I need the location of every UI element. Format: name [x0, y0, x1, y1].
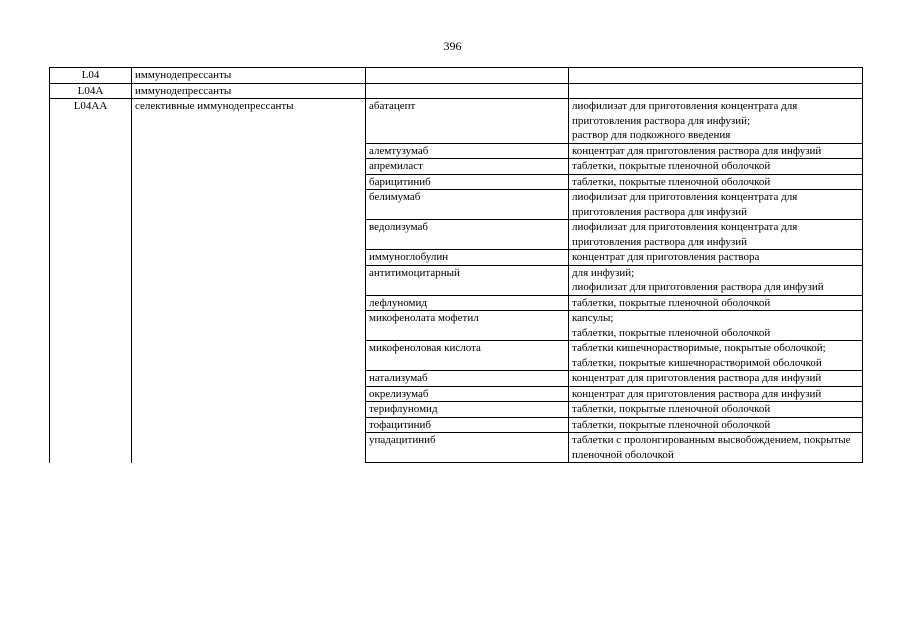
dosage-form-text: концентрат для приготовления раствора	[572, 251, 760, 263]
drug-name-cell: антитимоцитарный	[366, 265, 569, 295]
group-name-cell: селективные иммунодепрессанты	[132, 99, 366, 463]
dosage-form-text: таблетки, покрытые пленочной оболочкой	[572, 403, 771, 415]
drug-table	[49, 67, 863, 463]
drug-name-cell: тофацитиниб	[366, 417, 569, 433]
drug-name-cell: ведолизумаб	[366, 220, 569, 250]
drug-name-cell: упадацитиниб	[366, 433, 569, 463]
dosage-form-cell	[569, 265, 863, 295]
drug-name-cell: лефлуномид	[366, 295, 569, 311]
table-row	[50, 83, 863, 99]
drug-name-cell: белимумаб	[366, 190, 569, 220]
dosage-form-cell	[569, 341, 863, 371]
drug-name-cell: натализумаб	[366, 371, 569, 387]
drug-name-cell: иммуноглобулин	[366, 250, 569, 266]
dosage-form-text: концентрат для приготовления раствора для инфузий	[572, 372, 822, 384]
drug-name-cell: абатацепт	[366, 99, 569, 144]
dosage-form-text: лиофилизат для приготовления концентрата для приготовления раствора для инфузий	[572, 221, 798, 248]
dosage-form-cell	[569, 386, 863, 402]
atc-code-cell: L04A	[50, 83, 132, 99]
drug-name-cell	[366, 83, 569, 99]
dosage-form-cell	[569, 99, 863, 144]
dosage-form-text: раствор для подкожного введения	[572, 129, 731, 141]
dosage-form-text: лиофилизат для приготовления концентрата для приготовления раствора для инфузий;	[572, 100, 798, 127]
dosage-form-text: таблетки, покрытые пленочной оболочкой	[572, 418, 771, 431]
drug-name-cell: алемтузумаб	[366, 143, 569, 159]
dosage-form-text: лиофилизат для приготовления раствора для инфузий	[572, 281, 824, 293]
dosage-form-cell	[569, 433, 863, 463]
drug-name-cell	[366, 68, 569, 84]
dosage-form-text: концентрат для приготовления раствора для инфузий	[572, 144, 822, 157]
drug-name-cell: микофенолата мофетил	[366, 311, 569, 341]
drug-name-cell: окрелизумаб	[366, 386, 569, 402]
dosage-form-text: капсулы;	[572, 312, 614, 324]
page-number: 396	[443, 39, 462, 53]
dosage-form-cell	[569, 143, 863, 159]
dosage-form-text: таблетки, покрытые пленочной оболочкой	[572, 326, 771, 339]
dosage-form-cell	[569, 83, 863, 99]
dosage-form-text: таблетки кишечнорастворимые, покрытые оболочкой;	[572, 342, 826, 354]
atc-code-cell: L04AA	[50, 99, 132, 463]
atc-code-cell: L04	[50, 68, 132, 84]
dosage-form-cell	[569, 190, 863, 220]
dosage-form-text: лиофилизат для приготовления концентрата для приготовления раствора для инфузий	[572, 191, 798, 218]
dosage-form-text: таблетки, покрытые кишечнорастворимой оболочкой	[572, 356, 822, 369]
group-name-cell: иммунодепрессанты	[132, 68, 366, 84]
dosage-form-cell	[569, 174, 863, 190]
dosage-form-cell	[569, 402, 863, 418]
dosage-form-text: концентрат для приготовления раствора для инфузий	[572, 387, 822, 400]
dosage-form-cell	[569, 295, 863, 311]
table-row	[50, 68, 863, 84]
dosage-form-cell	[569, 371, 863, 387]
dosage-form-text: таблетки, покрытые пленочной оболочкой	[572, 175, 771, 188]
dosage-form-text: таблетки с пролонгированным высвобождением, покрытые пленочной оболочкой	[572, 434, 851, 461]
dosage-form-text: для инфузий;	[572, 266, 635, 279]
dosage-form-text: таблетки, покрытые пленочной оболочкой	[572, 160, 771, 172]
dosage-form-cell	[569, 311, 863, 341]
dosage-form-cell	[569, 220, 863, 250]
drug-name-cell: микофеноловая кислота	[366, 341, 569, 371]
drug-name-cell: апремиласт	[366, 159, 569, 175]
dosage-form-text: таблетки, покрытые пленочной оболочкой	[572, 296, 771, 309]
drug-name-cell: барицитиниб	[366, 174, 569, 190]
drug-name-cell: терифлуномид	[366, 402, 569, 418]
dosage-form-cell	[569, 68, 863, 84]
group-name-cell: иммунодепрессанты	[132, 83, 366, 99]
dosage-form-cell	[569, 417, 863, 433]
dosage-form-cell	[569, 159, 863, 175]
dosage-form-cell	[569, 250, 863, 266]
table-row	[50, 99, 863, 144]
